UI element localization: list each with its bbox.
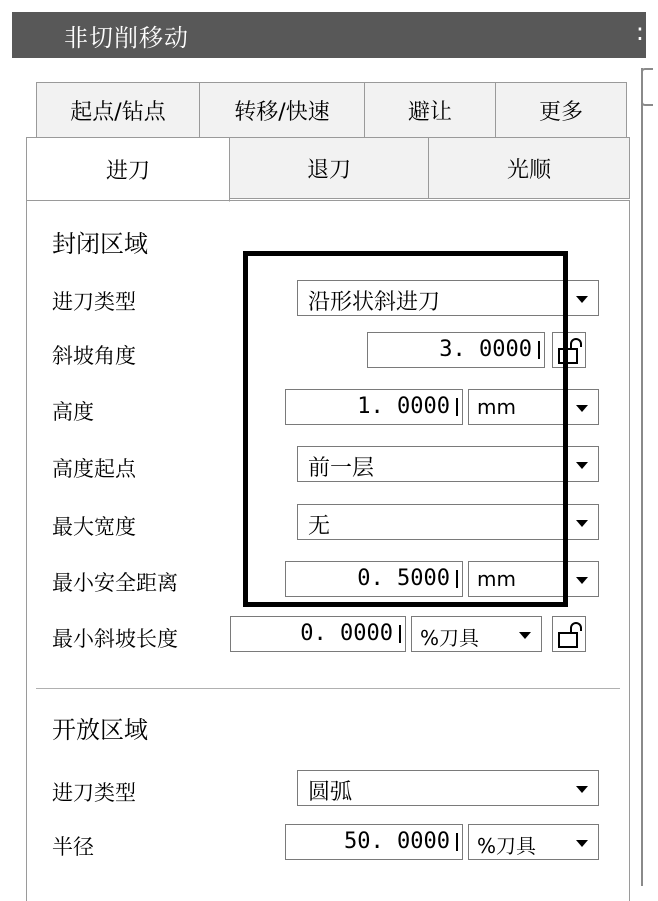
open-entry-type-value: 圆弧 <box>308 780 353 805</box>
right-frame-border <box>641 68 643 886</box>
tab-label: 光顺 <box>506 157 551 183</box>
unlock-icon <box>557 621 583 649</box>
tab-engage[interactable] <box>26 137 230 202</box>
tab-label: 进刀 <box>105 159 150 184</box>
radius-unit-value: %刀具 <box>477 834 537 858</box>
min-clearance-label: 最小安全距离 <box>52 571 178 595</box>
open-area-heading: 开放区域 <box>52 716 148 744</box>
chevron-down-icon <box>576 786 588 793</box>
min-clearance-value: 0. 5000 <box>357 566 450 591</box>
tab-retract[interactable] <box>230 137 429 199</box>
height-from-label: 高度起点 <box>52 457 136 481</box>
tab-avoidance[interactable] <box>364 82 495 138</box>
text-cursor <box>456 833 458 851</box>
titlebar-edge-glyph: : <box>635 18 644 46</box>
ramp-angle-label: 斜坡角度 <box>52 344 136 368</box>
ramp-angle-input[interactable] <box>367 332 545 368</box>
min-ramp-length-lock-button[interactable] <box>552 616 586 652</box>
height-unit-select[interactable] <box>468 389 599 425</box>
open-entry-type-label: 进刀类型 <box>52 781 136 805</box>
height-from-value: 前一层 <box>308 456 375 481</box>
chevron-down-icon <box>519 632 531 639</box>
height-unit-value: mm <box>477 395 516 419</box>
radius-label: 半径 <box>52 835 94 859</box>
chevron-down-icon <box>576 462 588 469</box>
height-value: 1. 0000 <box>357 394 450 419</box>
tab-row-lower <box>26 137 630 201</box>
open-entry-type-select[interactable] <box>297 770 599 806</box>
chevron-down-icon <box>576 520 588 527</box>
tab-label: 退刀 <box>306 157 351 183</box>
min-clearance-unit-value: mm <box>477 567 516 591</box>
tab-row-upper <box>36 82 627 138</box>
ramp-angle-value: 3. 0000 <box>439 337 532 362</box>
radius-input[interactable] <box>285 824 463 860</box>
ramp-angle-lock-button[interactable] <box>552 332 586 368</box>
closed-entry-type-label: 进刀类型 <box>52 290 136 314</box>
min-ramp-length-label: 最小斜坡长度 <box>52 627 178 651</box>
text-cursor <box>399 625 401 643</box>
closed-entry-type-select[interactable] <box>297 280 599 316</box>
tab-smoothing[interactable] <box>429 137 630 199</box>
height-label: 高度 <box>52 400 94 424</box>
tab-transfer-rapid[interactable] <box>199 82 364 138</box>
min-ramp-length-input[interactable] <box>230 616 406 652</box>
section-divider <box>36 688 620 689</box>
min-clearance-unit-select[interactable] <box>468 561 599 597</box>
text-cursor <box>538 341 540 359</box>
height-input[interactable] <box>285 389 463 425</box>
min-ramp-length-unit-select[interactable] <box>411 616 542 652</box>
tab-start-drill[interactable] <box>36 82 199 138</box>
tab-label: 避让 <box>407 99 452 125</box>
right-frame-notch <box>641 68 653 106</box>
tab-label: 起点/钻点 <box>70 99 166 125</box>
window-titlebar <box>12 12 646 58</box>
min-ramp-length-unit-value: %刀具 <box>420 626 480 650</box>
height-from-select[interactable] <box>297 446 599 482</box>
max-width-label: 最大宽度 <box>52 515 136 539</box>
chevron-down-icon <box>576 296 588 303</box>
radius-value: 50. 0000 <box>344 829 450 854</box>
radius-unit-select[interactable] <box>468 824 599 860</box>
tab-label: 更多 <box>538 99 583 125</box>
text-cursor <box>456 398 458 416</box>
min-clearance-input[interactable] <box>285 561 463 597</box>
chevron-down-icon <box>576 840 588 847</box>
min-ramp-length-value: 0. 0000 <box>300 621 393 646</box>
window-title: 非切削移动 <box>64 24 189 52</box>
tab-more[interactable] <box>495 82 627 138</box>
max-width-value: 无 <box>308 514 331 539</box>
chevron-down-icon <box>576 405 588 412</box>
max-width-select[interactable] <box>297 504 599 540</box>
unlock-icon <box>557 337 583 365</box>
text-cursor <box>456 570 458 588</box>
chevron-down-icon <box>576 577 588 584</box>
tab-label: 转移/快速 <box>234 99 330 125</box>
closed-area-heading: 封闭区域 <box>52 230 148 258</box>
closed-entry-type-value: 沿形状斜进刀 <box>308 290 441 315</box>
